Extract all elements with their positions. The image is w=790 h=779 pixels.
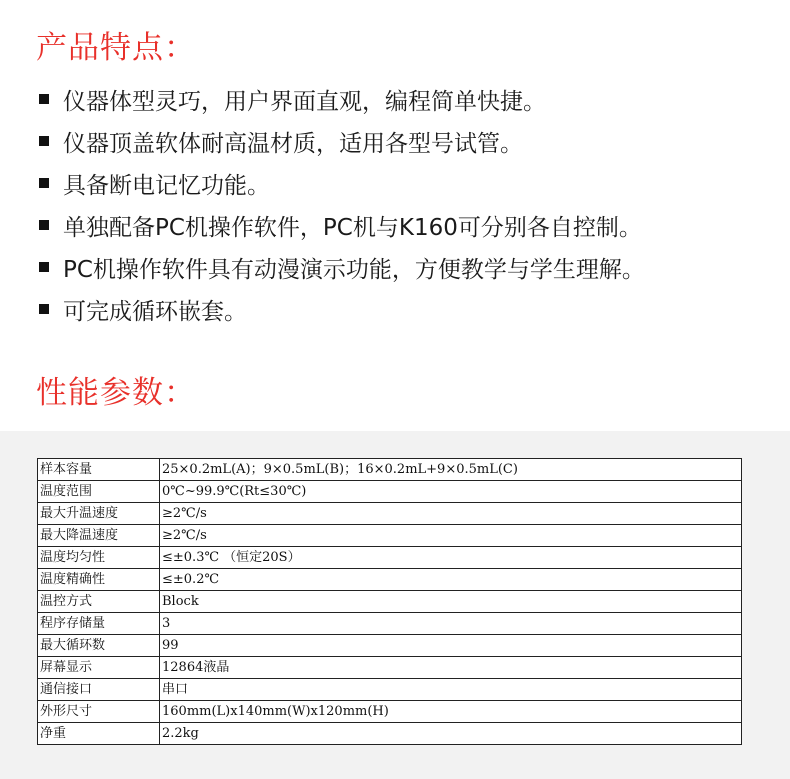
spec-label: 外形尺寸 [38,701,160,723]
feature-text: 单独配备PC机操作软件，PC机与K160可分别各自控制。 [63,214,642,241]
features-title: 产品特点： [36,30,196,66]
spec-label: 样本容量 [38,459,160,481]
spec-label: 最大升温速度 [38,503,160,525]
spec-value: ≤±0.3℃ （恒定20S） [160,547,742,569]
table-row [38,503,742,525]
table-row [38,547,742,569]
feature-text: 仪器顶盖软体耐高温材质，适用各型号试管。 [63,130,523,157]
spec-value: 串口 [160,679,742,701]
spec-label: 温度范围 [38,481,160,503]
square-bullet-icon [39,178,49,188]
feature-text: PC机操作软件具有动漫演示功能，方便教学与学生理解。 [63,256,645,283]
specs-title: 性能参数： [36,375,196,411]
spec-value: 0℃~99.9℃(Rt≤30℃) [160,481,742,503]
feature-text: 可完成循环嵌套。 [63,298,247,325]
spec-value: 3 [160,613,742,635]
spec-value: ≤±0.2℃ [160,569,742,591]
feature-item [36,78,776,120]
spec-value: ≥2℃/s [160,503,742,525]
spec-label: 温度均匀性 [38,547,160,569]
table-row [38,481,742,503]
feature-text: 具备断电记忆功能。 [63,172,270,199]
features-list [36,78,776,330]
specs-panel [0,431,790,779]
feature-item [36,120,776,162]
square-bullet-icon [39,220,49,230]
table-row [38,635,742,657]
feature-item [36,162,776,204]
spec-label: 温度精确性 [38,569,160,591]
table-row [38,657,742,679]
table-row [38,525,742,547]
specs-table [37,458,742,745]
table-row [38,701,742,723]
table-row [38,679,742,701]
spec-label: 屏幕显示 [38,657,160,679]
spec-label: 最大循环数 [38,635,160,657]
spec-value: ≥2℃/s [160,525,742,547]
spec-label: 温控方式 [38,591,160,613]
spec-label: 程序存储量 [38,613,160,635]
square-bullet-icon [39,136,49,146]
table-row [38,613,742,635]
table-row [38,591,742,613]
spec-value: Block [160,591,742,613]
square-bullet-icon [39,262,49,272]
spec-label: 净重 [38,723,160,745]
feature-item [36,246,776,288]
spec-value: 25×0.2mL(A)；9×0.5mL(B)；16×0.2mL+9×0.5mL(C) [160,459,742,481]
table-row [38,459,742,481]
table-row [38,569,742,591]
feature-item [36,204,776,246]
square-bullet-icon [39,304,49,314]
spec-value: 160mm(L)x140mm(W)x120mm(H) [160,701,742,723]
feature-text: 仪器体型灵巧，用户界面直观，编程简单快捷。 [63,88,546,115]
spec-label: 最大降温速度 [38,525,160,547]
spec-value: 12864液晶 [160,657,742,679]
spec-value: 2.2kg [160,723,742,745]
feature-item [36,288,776,330]
table-row [38,723,742,745]
spec-label: 通信接口 [38,679,160,701]
spec-value: 99 [160,635,742,657]
square-bullet-icon [39,94,49,104]
